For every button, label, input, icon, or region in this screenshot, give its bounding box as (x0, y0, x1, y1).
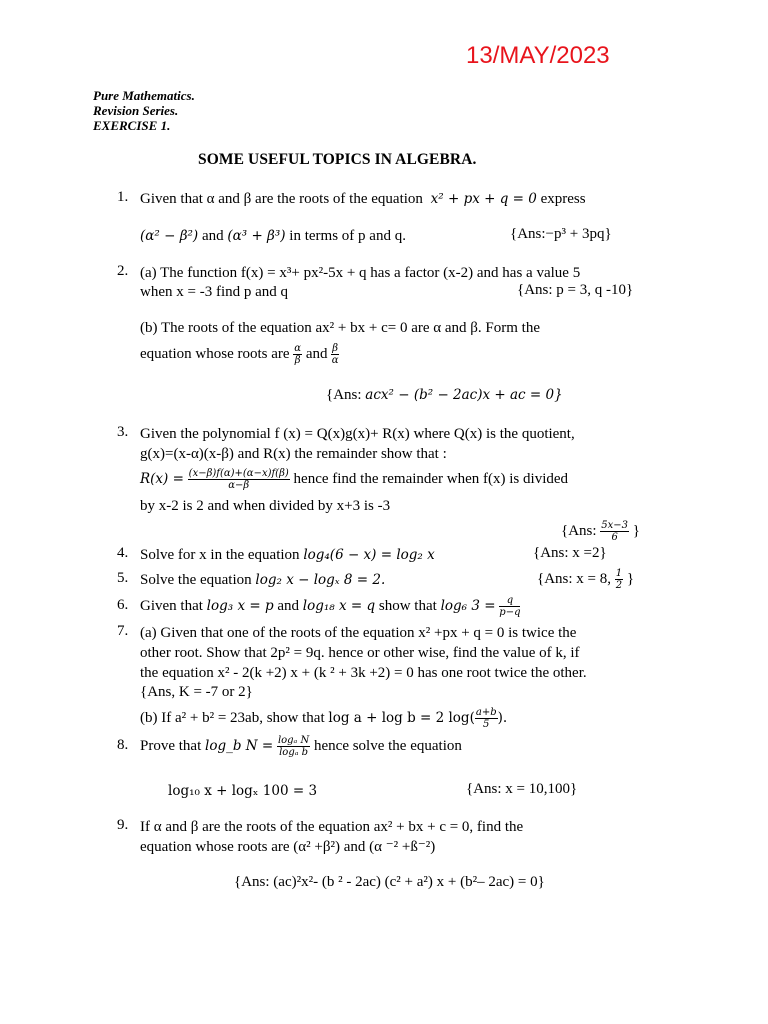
q7b-end: ). (497, 709, 508, 726)
q6-text-2: and (277, 597, 300, 614)
q5-equation: log₂ x − logₓ 8 = 2. (255, 572, 386, 588)
q7b-math: log a + log b = 2 log( (328, 709, 475, 726)
q1-line-1 (140, 189, 586, 209)
q2a-answer: {Ans: p = 3, q -10} (517, 282, 634, 298)
q2b-answer (326, 387, 563, 404)
page-title: SOME USEFUL TOPICS IN ALGEBRA. (198, 151, 477, 168)
header-line-2: Revision Series. (93, 103, 179, 118)
q3-frac-num: (x−β)f(α)+(α−x)f(β) (188, 468, 289, 479)
q1-answer: {Ans:−p³ + 3pq} (510, 226, 612, 242)
q6-line (140, 595, 520, 618)
q5-answer (537, 568, 634, 591)
q8-equation-line (168, 781, 317, 801)
q8-text-1: Prove that (140, 737, 202, 754)
q1-text: Given that α and β are the roots of the equation (140, 191, 423, 207)
q6-math-3: log₆ 3 = (440, 597, 496, 614)
q7a-line-2: other root. Show that 2p² = 9q. hence or other wise, find the value of k, if (140, 645, 580, 661)
q5-line (140, 570, 385, 590)
q8-math-1: log_b N = (205, 737, 274, 754)
q3-ans-den: 6 (611, 532, 618, 543)
q2b-frac1-num: α (294, 343, 302, 354)
q5-ans-fraction (615, 568, 623, 591)
q4-answer: {Ans: x =2} (533, 545, 607, 561)
q3-number: 3. (117, 424, 129, 440)
q6-text-1: Given that (140, 597, 203, 614)
q3-ans-num: 5x−3 (601, 520, 629, 531)
q8-frac-num: logₐ N (277, 735, 310, 746)
q6-text-3: show that (378, 597, 437, 614)
q7-number: 7. (117, 623, 129, 639)
q2b-ans-prefix: {Ans: (326, 387, 362, 403)
q8-line-1 (140, 735, 462, 758)
q8-answer: {Ans: x = 10,100} (466, 781, 578, 797)
q2b-frac2-den: α (331, 355, 339, 366)
q3-line-3-rest: hence find the remainder when f(x) is divided (293, 470, 569, 487)
document-header (93, 88, 195, 133)
q2b-and: and (305, 345, 328, 362)
q1-line-2 (140, 226, 406, 246)
q4-text: Solve for x in the equation (140, 547, 300, 563)
q2-number: 2. (117, 263, 129, 279)
q7a-line-1: (a) Given that one of the roots of the equation x² +px + q = 0 is twice the (140, 625, 577, 641)
header-line-3: EXERCISE 1. (93, 118, 171, 133)
q7b-text: (b) If a² + b² = 23ab, show that (140, 709, 325, 726)
q2a-line-1: (a) The function f(x) = x³+ px²-5x + q has a factor (x-2) and has a value 5 (140, 265, 581, 281)
q7b-frac-num: a+b (475, 707, 497, 718)
q3-line-4: by x-2 is 2 and when divided by x+3 is -3 (140, 498, 391, 514)
date-stamp: 13/MAY/2023 (466, 42, 610, 69)
q7b-line (140, 707, 507, 730)
q7b-fraction (475, 707, 498, 730)
q3-line-2: g(x)=(x-α)(x-β) and R(x) the remainder show that : (140, 446, 447, 462)
q7b-frac-den: 5 (483, 719, 490, 730)
q8-number: 8. (117, 737, 129, 753)
q6-frac-num: q (499, 595, 520, 607)
q5-text: Solve the equation (140, 572, 252, 588)
q2b-frac2-num: β (332, 343, 339, 354)
q5-number: 5. (117, 570, 129, 586)
q1-express: express (540, 191, 586, 207)
q9-answer: {Ans: (ac)²x²- (b ² - 2ac) (c² + a²) x + (b²– 2ac) = 0} (234, 874, 545, 890)
q6-fraction (499, 595, 520, 618)
q2b-ans-math: acx² − (b² − 2ac)x + ac = 0} (365, 387, 563, 403)
q3-line-3 (140, 468, 568, 491)
q6-frac-den: p−q (499, 607, 521, 618)
q9-number: 9. (117, 817, 129, 833)
q2b-fraction-2 (331, 343, 339, 366)
q8-text-2: hence solve the equation (314, 737, 462, 754)
q3-r-lhs: R(x) = (140, 470, 184, 487)
q7a-answer: {Ans, K = -7 or 2} (140, 684, 253, 700)
q9-line-2: equation whose roots are (α² +β²) and (α ⁻² +ß⁻²) (140, 839, 436, 855)
q4-equation: log₄(6 − x) = log₂ x (303, 547, 435, 563)
q5-ans-prefix: {Ans: x = 8, (537, 570, 611, 587)
q4-number: 4. (117, 545, 129, 561)
q1-equation: x² + px + q = 0 (430, 191, 537, 207)
q7a-line-3: the equation x² - 2(k +2) x + (k ² + 3k +2) = 0 has one root twice the other. (140, 665, 587, 681)
q2b-line-2 (140, 343, 339, 366)
q3-ans-suffix: } (632, 522, 640, 539)
q2b-text: equation whose roots are (140, 345, 290, 362)
q3-line-1: Given the polynomial f (x) = Q(x)g(x)+ R(x) where Q(x) is the quotient, (140, 426, 575, 442)
q6-number: 6. (117, 597, 129, 613)
q5-ans-den: 2 (615, 580, 623, 591)
q3-answer (561, 520, 640, 543)
q1-expr-a: (α² − β²) (140, 228, 199, 244)
q8-fraction (277, 735, 310, 758)
q1-in-terms: in terms of p and q. (289, 228, 406, 244)
header-line-1: Pure Mathematics. (93, 88, 195, 103)
q5-ans-num: 1 (615, 568, 623, 579)
q4-line (140, 545, 435, 565)
q1-and: and (201, 228, 224, 244)
q3-ans-fraction (600, 520, 629, 543)
q2b-frac1-den: β (294, 355, 301, 366)
q5-ans-suffix: } (626, 570, 635, 587)
q2b-line-1: (b) The roots of the equation ax² + bx + c= 0 are α and β. Form the (140, 320, 540, 336)
q8-equation: log₁₀ x + logₓ 100 = 3 (168, 783, 318, 799)
q9-line-1: If α and β are the roots of the equation ax² + bx + c = 0, find the (140, 819, 524, 835)
q1-number: 1. (117, 189, 129, 205)
q1-expr-b: (α³ + β³) (227, 228, 286, 244)
q3-ans-prefix: {Ans: (561, 522, 597, 539)
q8-frac-den: logₐ b (279, 747, 309, 758)
q3-frac-den: α−β (228, 480, 250, 491)
q2b-fraction-1 (293, 343, 302, 366)
q2a-line-2: when x = -3 find p and q (140, 284, 289, 300)
q6-math-2: log₁₈ x = q (302, 597, 376, 614)
q6-math-1: log₃ x = p (206, 597, 274, 614)
q3-remainder-fraction (188, 468, 290, 491)
